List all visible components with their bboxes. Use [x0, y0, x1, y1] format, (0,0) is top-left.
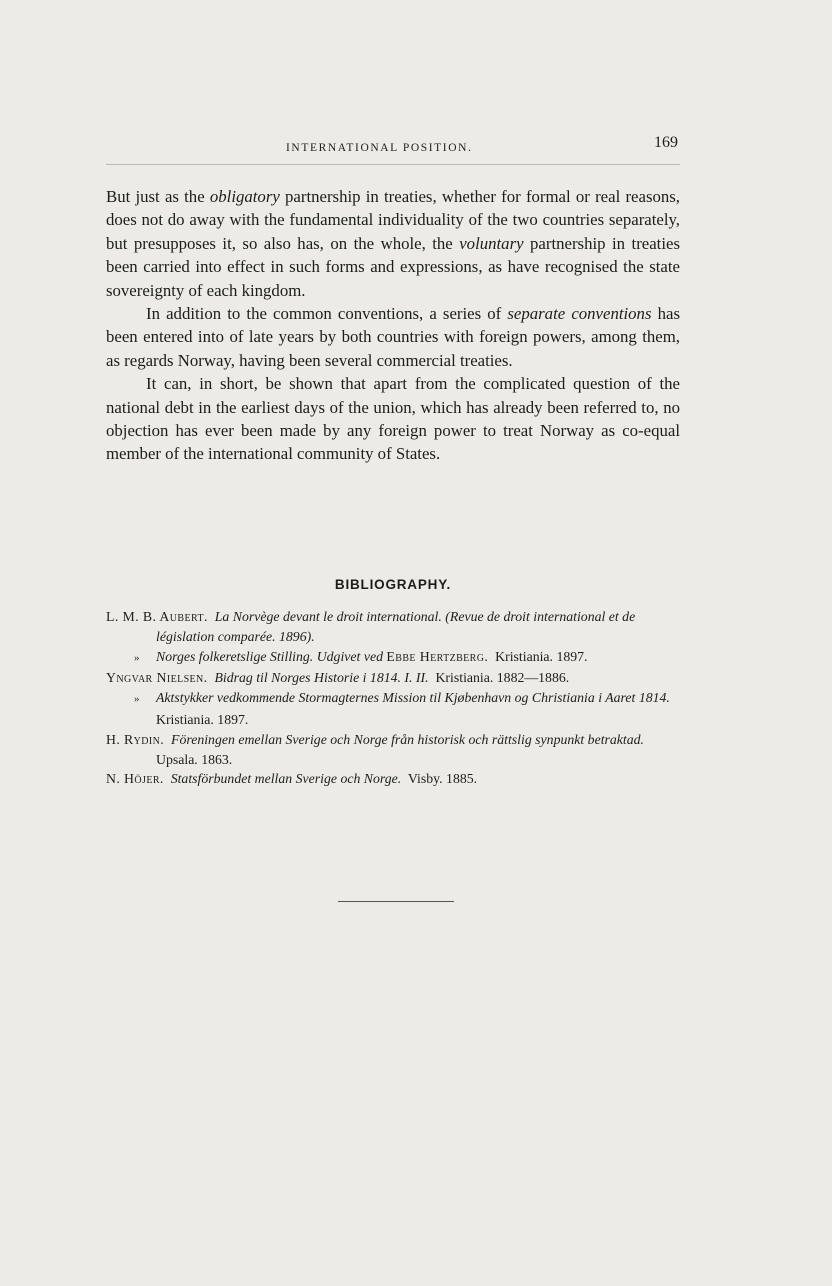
paragraph-1 — [106, 185, 680, 302]
page-header — [106, 134, 680, 165]
bibliography-entry — [106, 607, 684, 647]
entry-publication: Kristiania. 1897. — [156, 711, 249, 727]
paragraph-1-text-c: partnership in treaties been carried into effect in such forms and expressions, as have recognised the state sovereignty of each kingdom. — [106, 233, 680, 300]
paragraph-2-text-a: In addition to the common conventions, a series of — [146, 304, 508, 324]
entry-title: La Norvège devant le droit international. (Revue de droit international et de législation comparée. 1896). — [156, 609, 636, 644]
paragraph-3: It can, in short, be shown that apart from the complicated question of the national debt in the earliest days of the union, which has already been referred to, no objection has ever been made by any foreign power to treat Norway as co-equal member of the international community of States. — [106, 374, 680, 464]
entry-title: Statsförbundet mellan Sverige och Norge. — [170, 771, 402, 787]
bibliography-entry — [106, 647, 684, 669]
paragraph-2 — [106, 302, 680, 372]
bibliography-entry — [106, 668, 684, 688]
entry-title: Aktstykker vedkommende Stormagternes Mission til Kjøbenhavn og Christiania i Aaret 1814. — [156, 690, 670, 706]
bibliography-entry — [106, 730, 684, 770]
entry-title: Föreningen emellan Sverige och Norge från historisk och rättslig synpunkt betraktad. — [171, 731, 644, 747]
entry-editor: Ebbe Hertzberg. — [386, 648, 489, 664]
paragraph-1-emphasis-voluntary: voluntary — [459, 233, 524, 253]
entry-author: L. M. B. Aubert. — [106, 609, 208, 624]
ditto-mark: » — [134, 651, 140, 664]
bibliography-entry — [106, 688, 684, 730]
ditto-mark: » — [134, 693, 140, 706]
entry-author: H. Rydin. — [106, 731, 165, 747]
entry-title: Norges folkeretslige Stilling. Udgivet ved — [156, 648, 383, 664]
entry-author: Yngvar Nielsen. — [106, 670, 208, 686]
entry-publication: Upsala. 1863. — [156, 751, 233, 767]
bibliography-heading: BIBLIOGRAPHY. — [334, 577, 452, 592]
paragraph-1-text-a: But just as the — [106, 187, 210, 206]
paragraph-1-emphasis-obligatory: obligatory — [209, 187, 280, 206]
bibliography-entry — [106, 769, 684, 789]
main-text — [106, 185, 680, 466]
page-number: 169 — [654, 134, 678, 151]
paragraph-1-text-b: partnership in treaties, whether for formal or real reasons, does not do away with the fundamental individuality of the two countries separately, but presupposes it, so also has, on the whole, the — [106, 187, 680, 253]
entry-title: Bidrag til Norges Historie i 1814. I. II. — [214, 670, 429, 686]
running-title: INTERNATIONAL POSITION. — [286, 142, 473, 154]
entry-publication: Kristiania. 1897. — [495, 648, 588, 664]
paragraph-2-emphasis: separate conventions — [507, 304, 652, 324]
paragraph-2-text-b: has been entered into of late years by both countries with foreign powers, among them, as regards Norway, having been several commercial treaties. — [106, 304, 680, 370]
entry-publication: Visby. 1885. — [407, 771, 478, 787]
entry-publication: Kristiania. 1882—1886. — [435, 670, 570, 686]
bibliography-list — [106, 607, 684, 789]
end-rule — [338, 901, 454, 902]
entry-author: N. Höjer. — [106, 771, 164, 787]
